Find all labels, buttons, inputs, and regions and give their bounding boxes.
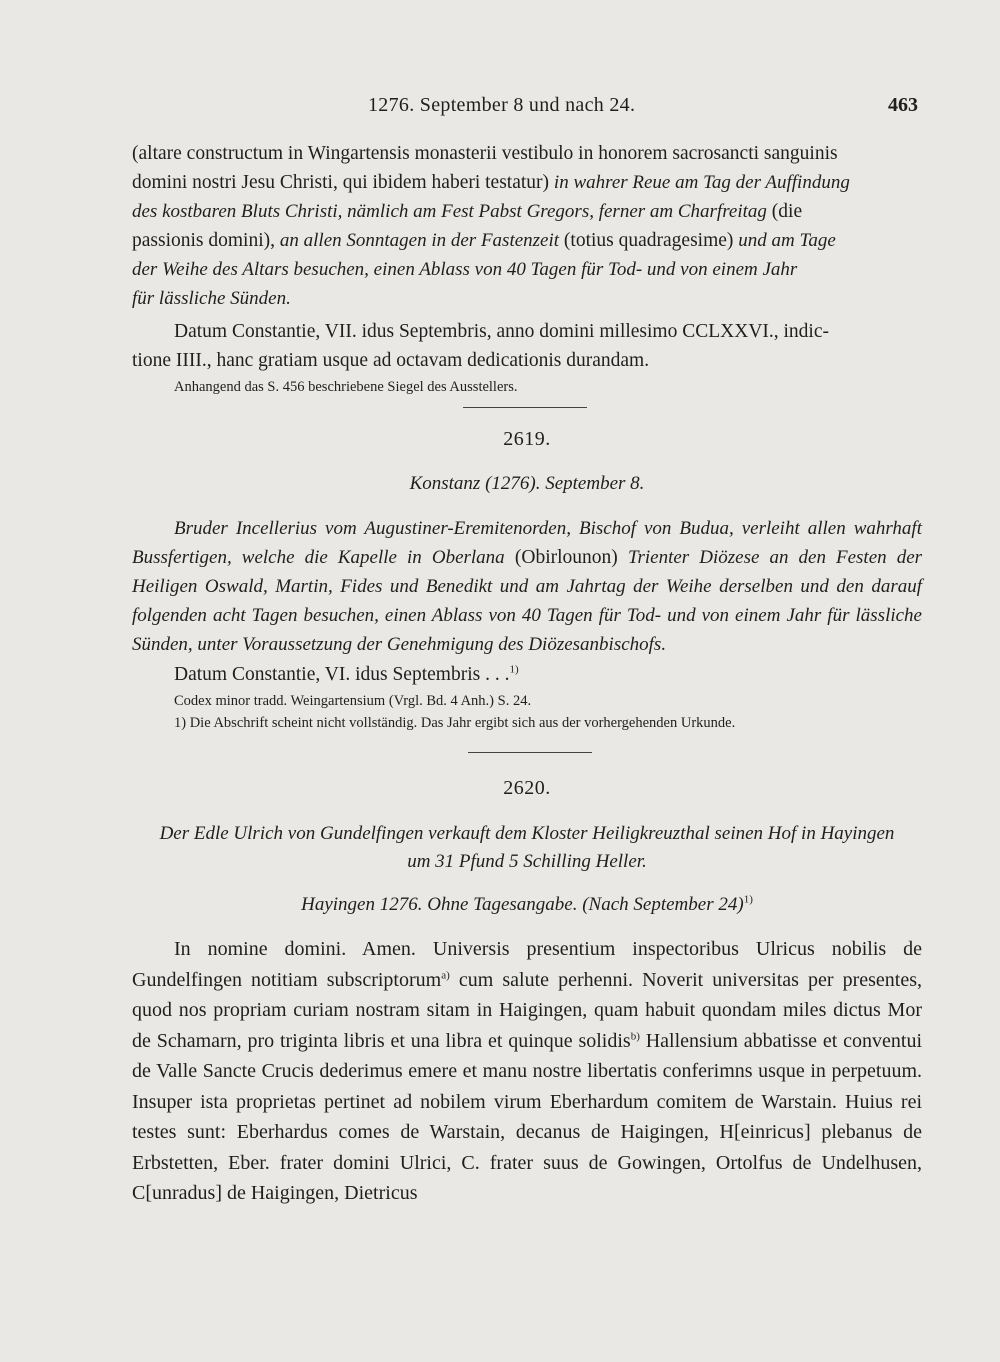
place-date-2619: Konstanz (1276). September 8. xyxy=(409,473,645,494)
section-divider xyxy=(468,752,592,753)
document-2620 xyxy=(132,934,922,1209)
cont-line: domini nostri Jesu Christi, qui ibidem haberi testatur) in wahrer Reue am Tag der Auffindung xyxy=(132,172,850,193)
datum-2619: Datum Constantie, VI. idus Septembris . . .$^{1)}$ xyxy=(174,663,519,685)
document-2619 xyxy=(132,514,922,734)
section-divider xyxy=(463,407,587,408)
cont-line: der Weihe des Altars besuchen, einen Ablass von 40 Tagen für Tod- und von einem Jahr xyxy=(132,259,798,280)
page-header xyxy=(0,94,1000,124)
continued-document xyxy=(132,139,922,398)
page-number: 463 xyxy=(888,94,918,116)
text-2620: In nomine domini. Amen. Universis presentium inspectoribus Ulricus nobilis de Gundelfingen notitiam subscriptorum$^{a)}$ cum salute perhenni. Noverit universitas per presentes, quod nos propriam curiam nostram sitam in Haigingen, quam habuit quondam miles dictus Mor de Schamarn, pro triginta libris et una libra et quinque solidis$^{b)}$ Hallensium abbatisse et conventui de Valle Sancte Crucis dederimus emere et manu nostre libertatis conferimns usque in perpetuum. Insuper ista proprietas pertinet ad nobilem virum Eberhardum comitem de Warstain. Huius rei testes sunt: Eberhardus comes de Warstain, decanus de Haigingen, H[einricus] plebanus de Erbstetten, Eber. frater domini Ulrici, C. frater suus de Gowingen, Ortolfus de Undelhusen, C[unradus] de Haigingen, Dietricus xyxy=(132,938,923,1204)
cont-line: (altare constructum in Wingartensis monasterii vestibulo in honorem sacrosancti sanguinis xyxy=(132,143,838,164)
seal-note: Anhangend das S. 456 beschriebene Siegel des Ausstellers. xyxy=(174,379,518,395)
place-date-2620: Hayingen 1276. Ohne Tagesangabe. (Nach September 24)$^{1)}$ xyxy=(301,893,753,915)
cont-line: passionis domini), an allen Sonntagen in der Fastenzeit (totius quadragesime) und am Tage xyxy=(132,230,836,251)
document-number-2620: 2620. xyxy=(503,777,551,799)
footnote-2619: 1) Die Abschrift scheint nicht vollständig. Das Jahr ergibt sich aus der vorhergehenden Urkunde. xyxy=(174,715,736,731)
regest-2619: Bruder Incellerius vom Augustiner-Eremitenorden, Bischof von Budua, verleiht allen wahrhaft Bussfertigen, welche die Kapelle in Oberlana (Obirlounon) Trienter Diözese an den Festen der Heiligen Oswald, Martin, Fides und Benedikt und am Jahrtag der Weihe derselben und den darauf folgenden acht Tagen besuchen, einen Ablass von 40 Tagen für Tod- und von einem Jahr für lässliche Sünden, unter Voraussetzung der Genehmigung des Diözesanbischofs. xyxy=(132,518,923,655)
document-number-2619: 2619. xyxy=(503,428,551,450)
cont-line: des kostbaren Bluts Christi, nämlich am Fest Pabst Gregors, ferner am Charfreitag (die xyxy=(132,201,803,222)
datum-line: tione IIII., hanc gratiam usque ad octavam dedicationis durandam. xyxy=(132,350,650,371)
regest-2620: Der Edle Ulrich von Gundelfingen verkauft dem Kloster Heiligkreuzthal seinen Hof in Hayingen um 31 Pfund 5 Schilling Heller. xyxy=(159,823,895,872)
running-title: 1276. September 8 und nach 24. xyxy=(368,94,636,116)
cont-line: für lässliche Sünden. xyxy=(132,288,291,309)
datum-line: Datum Constantie, VII. idus Septembris, anno domini millesimo CCLXXVI., indic- xyxy=(174,321,830,342)
source-2619: Codex minor tradd. Weingartensium (Vrgl. Bd. 4 Anh.) S. 24. xyxy=(174,693,532,709)
